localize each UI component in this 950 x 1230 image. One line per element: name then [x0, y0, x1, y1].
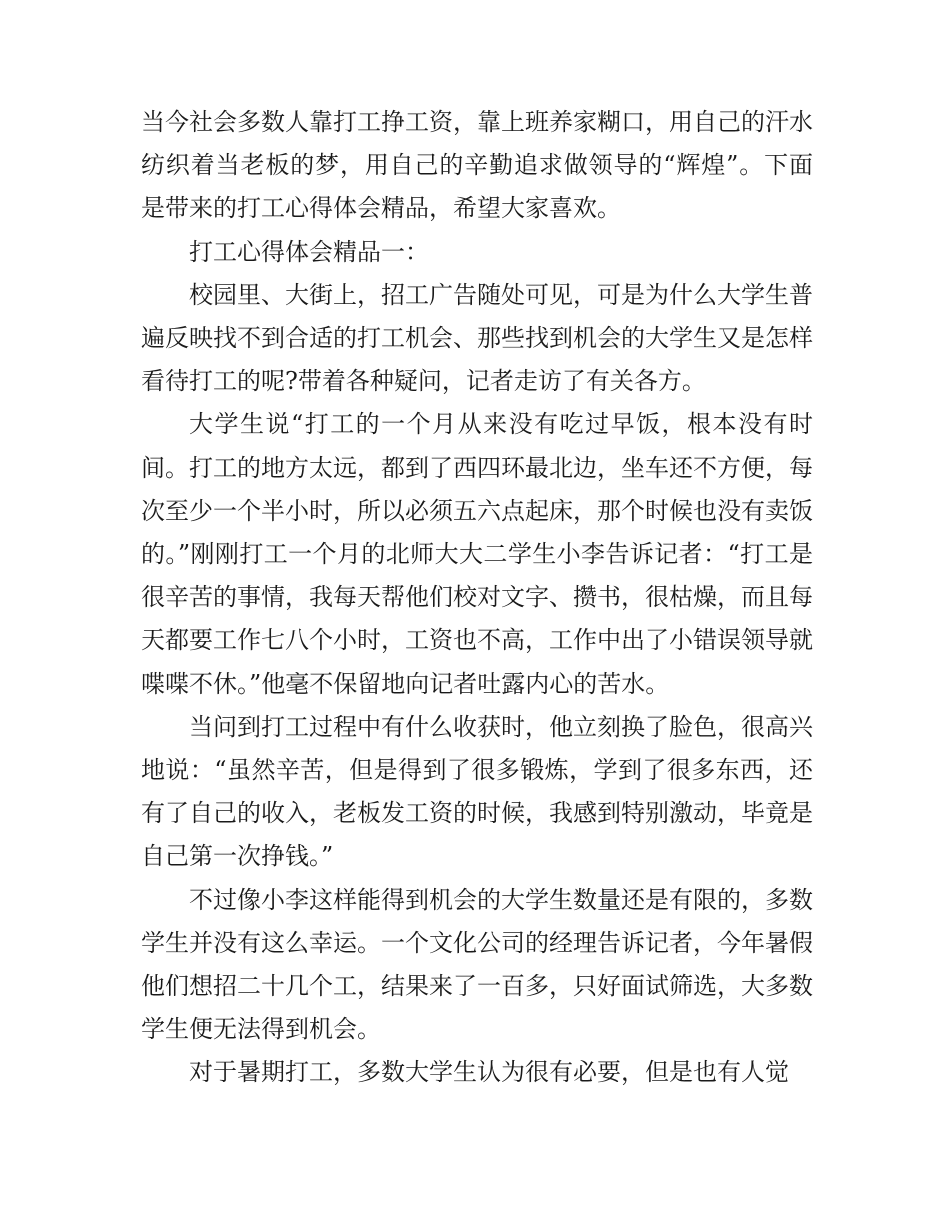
paragraph-intro: 当今社会多数人靠打工挣工资，靠上班养家糊口，用自己的汗水纺织着当老板的梦，用自己的辛勤追求做领导的“辉煌”。下面是带来的打工心得体会精品，希望大家喜欢。: [141, 108, 813, 223]
paragraph: 不过像小李这样能得到机会的大学生数量还是有限的，多数学生并没有这么幸运。一个文化公司的经理告诉记者，今年暑假他们想招二十几个工，结果来了一百多，只好面试筛选，大多数学生便无法得到机会。: [141, 885, 813, 1044]
section-heading: 打工心得体会精品一：: [189, 237, 429, 266]
paragraph: 大学生说“打工的一个月从来没有吃过早饭，根本没有时间。打工的地方太远，都到了西四环最北边，坐车还不方便，每次至少一个半小时，所以必须五六点起床，那个时候也没有卖饭的。”刚刚打工一个月的北师大大二学生小李告诉记者：“打工是很辛苦的事情，我每天帮他们校对文字、攒书，很枯燥，而且每天都要工作七八个小时，工资也不高，工作中出了小错误领导就喋喋不休。”他毫不保留地向记者吐露内心的苦水。: [141, 410, 813, 698]
paragraph: 对于暑期打工，多数大学生认为很有必要，但是也有人觉: [189, 1058, 789, 1087]
paragraph: 当问到打工过程中有什么收获时，他立刻换了脸色，很高兴地说：“虽然辛苦，但是得到了很多锻炼，学到了很多东西，还有了自己的收入，老板发工资的时候，我感到特别激动，毕竟是自己第一次挣钱。”: [141, 712, 813, 871]
paragraph: 校园里、大街上，招工广告随处可见，可是为什么大学生普遍反映找不到合适的打工机会、那些找到机会的大学生又是怎样看待打工的呢?带着各种疑问，记者走访了有关各方。: [141, 280, 813, 396]
document-body: [141, 101, 813, 1095]
